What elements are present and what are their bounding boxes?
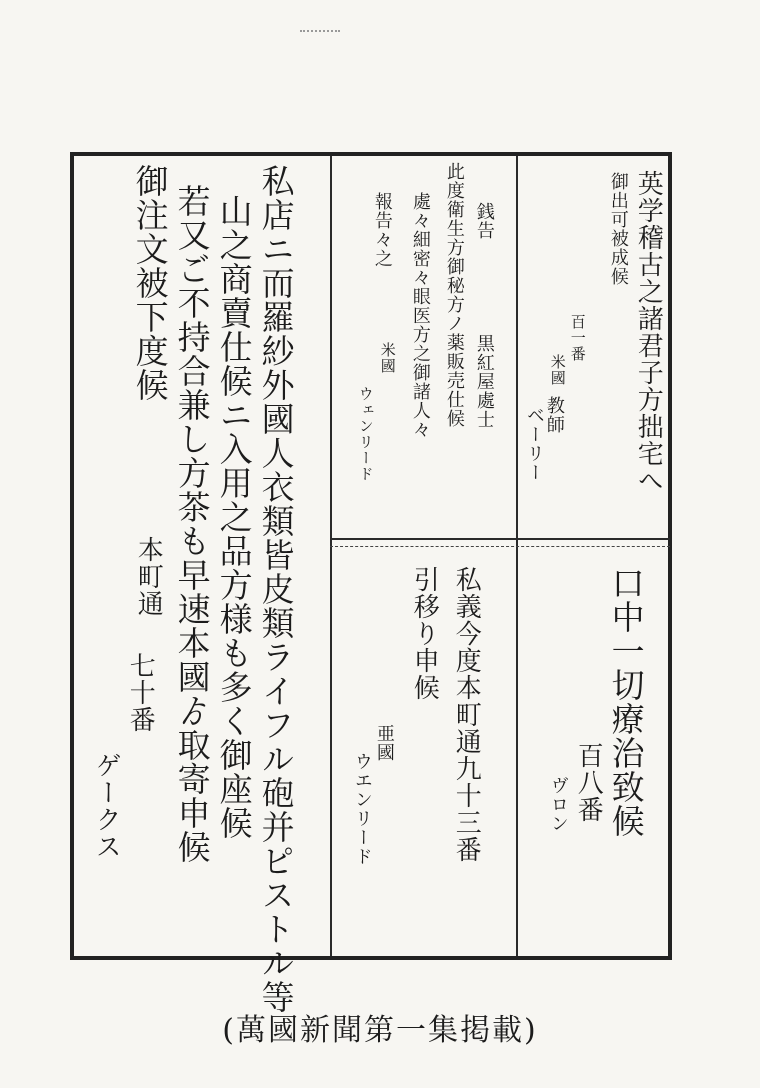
english-lesson-title: 教師 xyxy=(543,396,565,434)
move-notice-name: ウエンリード xyxy=(351,752,373,866)
left-notice-address: 本町通 xyxy=(133,536,164,617)
left-notice-line-1: 私店ニ而羅紗外國人衣類皆皮類ライフル砲并ピストル等 xyxy=(256,164,296,1014)
money-notice-line-1: 此度衛生方御秘方ノ薬販売仕候 xyxy=(443,162,465,428)
english-lesson-line-2: 御出可被成候 xyxy=(607,172,629,286)
row-divider xyxy=(330,538,670,540)
column-divider xyxy=(330,156,332,956)
money-notice-line-3: 報告々之 xyxy=(371,192,393,268)
english-lesson-line-1: 英学稽古之諸君子方拙宅へ xyxy=(633,170,664,494)
move-notice-line-1: 私義今度本町通九十三番 xyxy=(451,566,482,863)
english-lesson-nationality: 米國 xyxy=(548,354,567,386)
source-caption: (萬國新聞第一集掲載) xyxy=(222,1013,538,1048)
money-notice-line-2: 處々細密々眼医方之御諸人々 xyxy=(409,192,431,439)
mouth-notice-line: 口中一切療治致候 xyxy=(606,566,646,838)
column-divider-right xyxy=(516,156,518,956)
left-notice-line-3: 若又ご不持合兼し方茶も早速本國ゟ取寄申候 xyxy=(172,184,212,864)
left-notice-line-2: 山之商賣仕候ニ入用之品方様も多く御座候 xyxy=(214,194,254,840)
newspaper-ad-frame xyxy=(70,152,672,1014)
mouth-notice-name: ヴロン xyxy=(547,776,569,833)
move-notice-line-2: 引移り申候 xyxy=(409,566,440,701)
english-lesson-name: ベーリー xyxy=(523,406,545,482)
english-lesson-address: 百一番 xyxy=(568,314,587,362)
money-notice-signature: 黒紅屋處士 xyxy=(473,334,495,429)
mouth-notice-address: 百八番 xyxy=(573,742,604,823)
left-notice-name: ゲークス xyxy=(91,752,122,860)
left-notice-line-4: 御注文被下度候 xyxy=(130,164,170,402)
money-notice-heading: 銭告 xyxy=(473,202,495,240)
money-notice-nationality: 米國 xyxy=(378,342,397,374)
page-mark xyxy=(300,30,340,38)
money-notice-name: ウェンリード xyxy=(356,386,375,482)
move-notice-nationality: 亜國 xyxy=(373,724,395,762)
row-divider-dashed xyxy=(330,546,670,549)
left-notice-number: 七十番 xyxy=(125,652,156,733)
